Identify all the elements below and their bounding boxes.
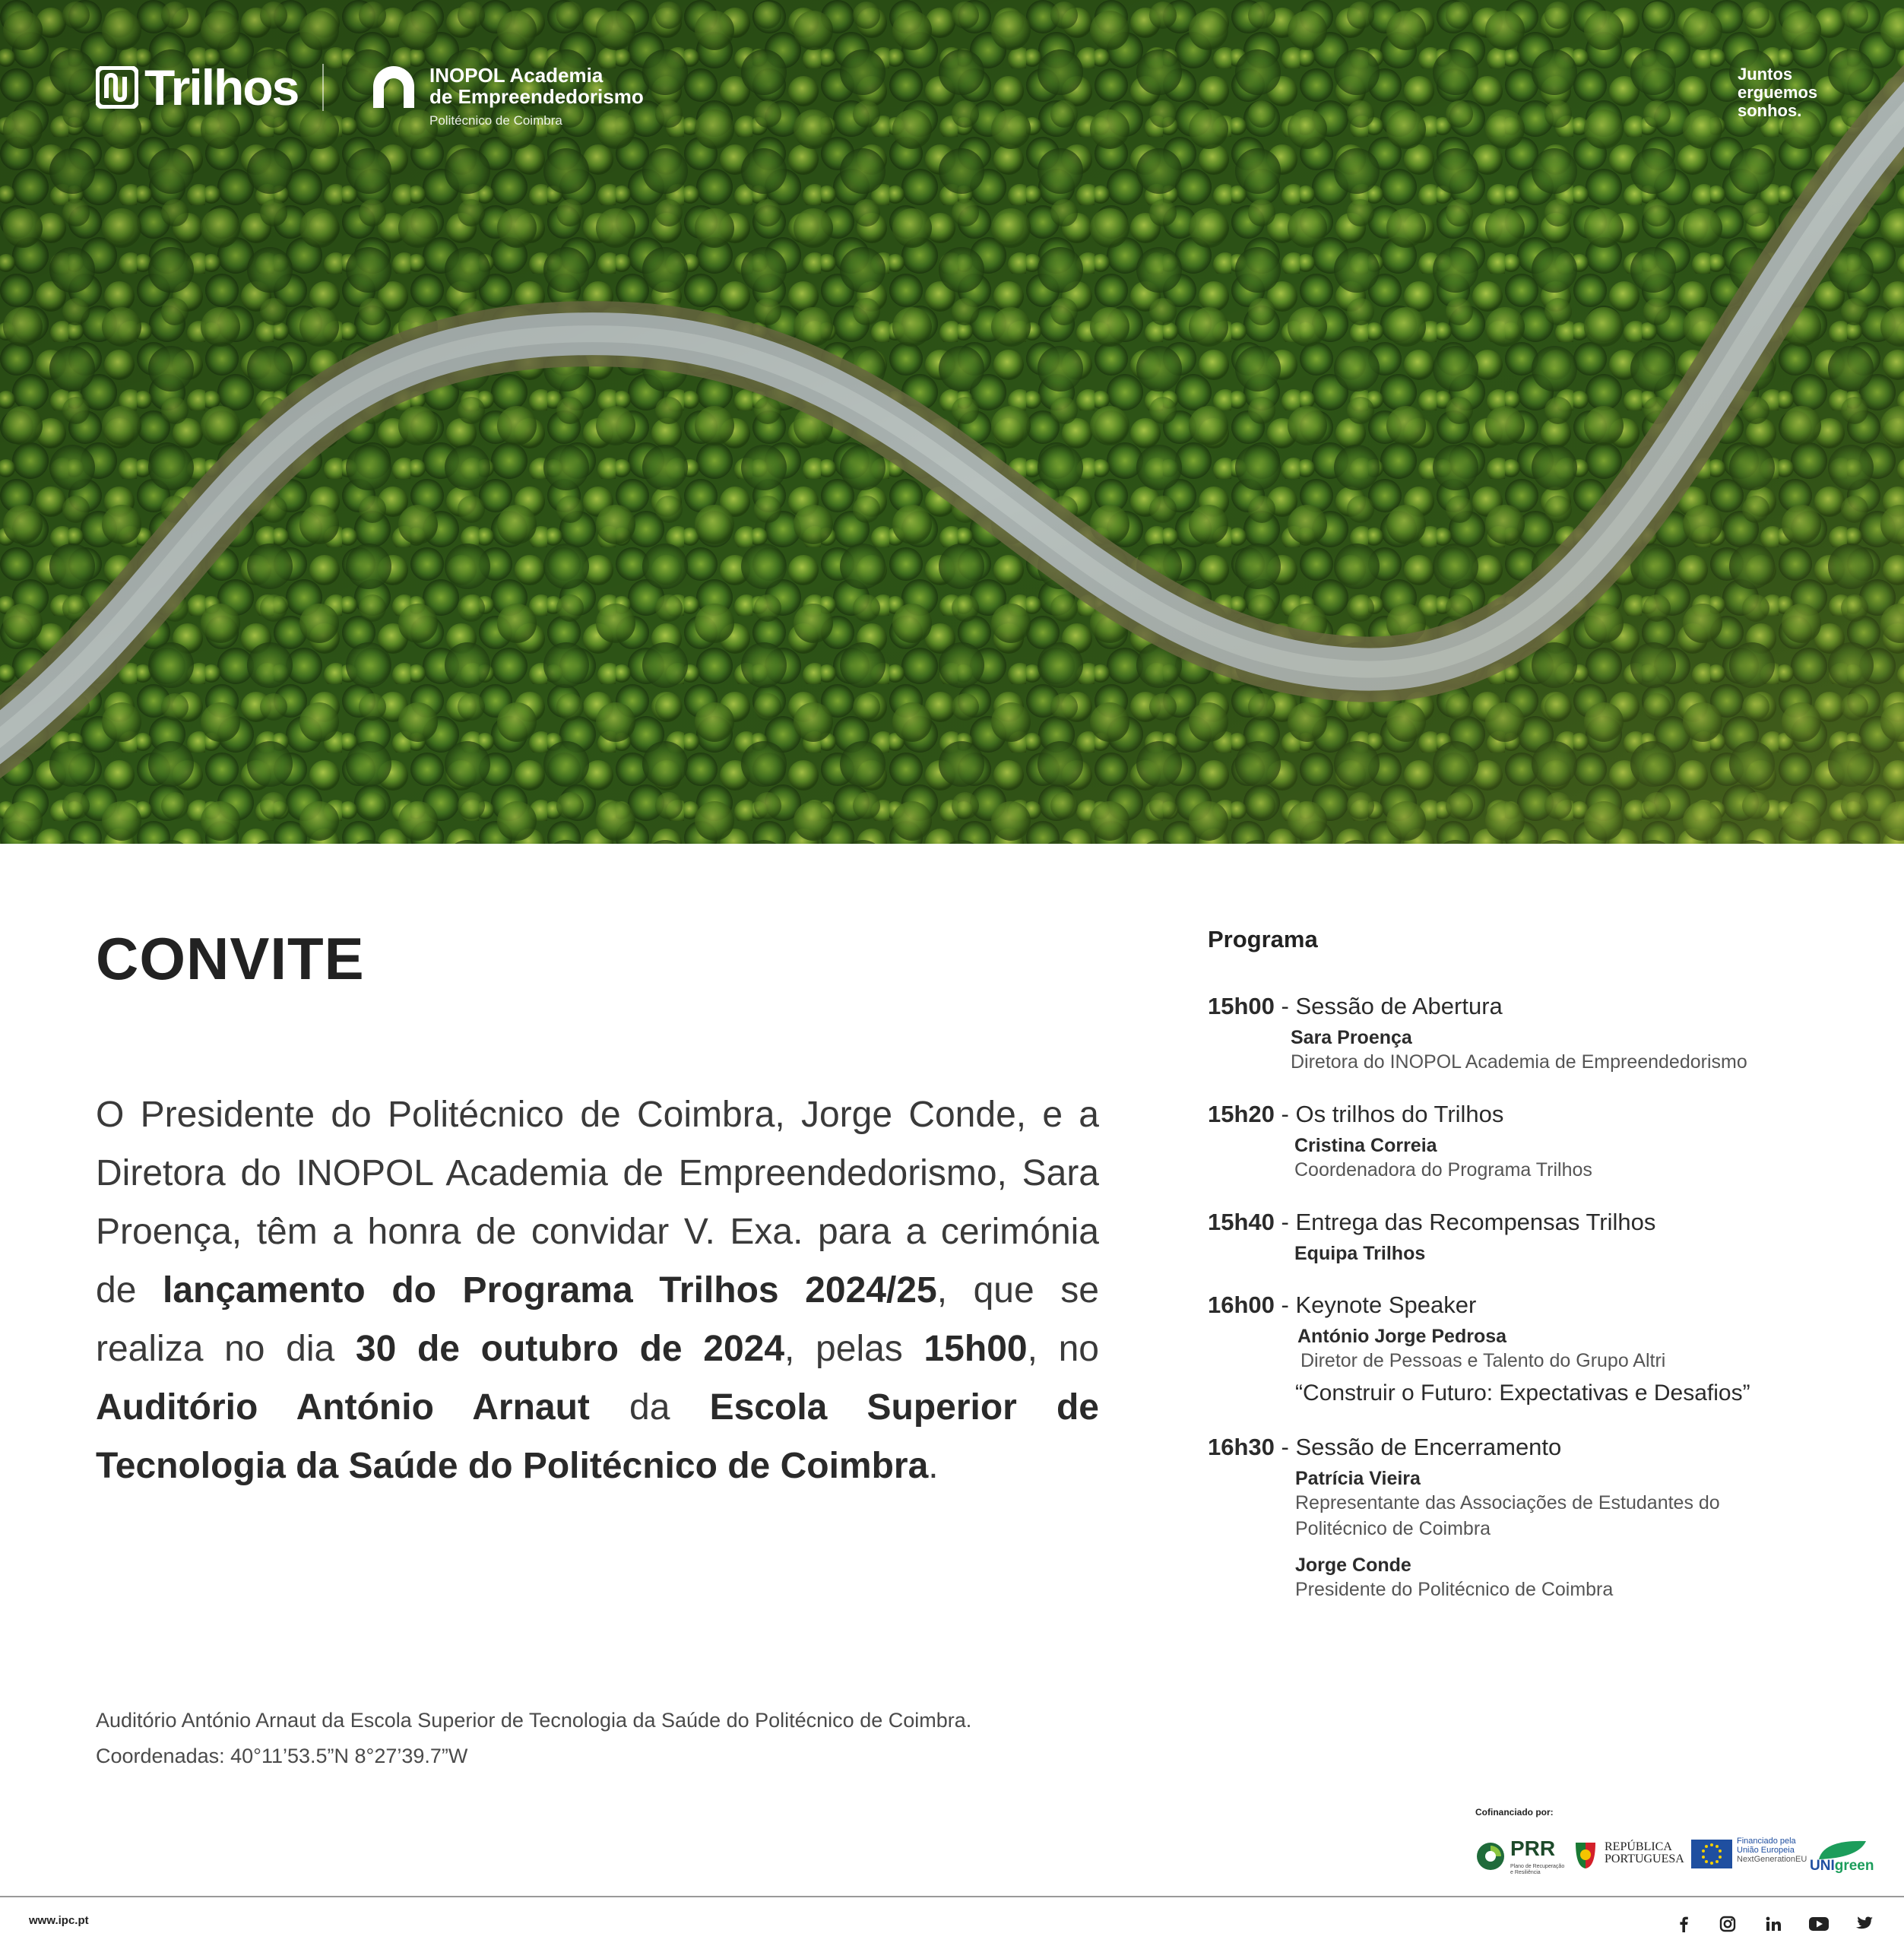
invite-text: , que se realiza no dia [96,1270,1099,1369]
invite-venue: Auditório António Arnaut [96,1387,590,1428]
program-session [1208,1434,1720,1602]
session-header [1208,1101,1592,1128]
invite-school: Escola Superior de Tecnologia da Saúde do Politécnico de Coimbra [96,1387,1100,1486]
invite-time: 15h00 [923,1329,1028,1369]
unigreen-text [1810,1858,1874,1875]
facebook-icon[interactable] [1671,1911,1696,1937]
inopol-name-line2: de Empreendedorismo [429,85,644,108]
forest-road-aerial-image [0,0,1904,844]
invite-paragraph [96,1086,1099,1495]
speaker-name: Patrícia Vieira [1295,1468,1421,1489]
tagline-line: Juntos [1738,65,1793,84]
website-link[interactable]: www.ipc.pt [29,1914,89,1927]
speaker-name: António Jorge Pedrosa [1297,1326,1507,1347]
keynote-quote: “Construir o Futuro: Expectativas e Desafios” [1295,1380,1750,1406]
speaker-role: Presidente do Politécnico de Coimbra [1295,1579,1614,1600]
instagram-icon[interactable] [1715,1911,1741,1937]
footer-divider [0,1896,1904,1897]
program-session [1208,1209,1655,1265]
speaker-name: Jorge Conde [1295,1555,1411,1576]
session-header [1208,1292,1750,1319]
location-coordinates: Coordenadas: 40°11’53.5”N 8°27’39.7”W [96,1745,468,1767]
program-heading: Programa [1208,926,1318,952]
speaker-role: Diretora do INOPOL Academia de Empreendedorismo [1291,1051,1747,1073]
invite-date: 30 de outubro de 2024 [355,1329,785,1369]
tagline-line: sonhos. [1738,101,1802,120]
invite-highlight: lançamento do Programa Trilhos 2024/25 [162,1270,937,1311]
eu-text [1737,1837,1807,1864]
session-title: Os trilhos do Trilhos [1295,1101,1504,1127]
republica-line: PORTUGUESA [1605,1853,1684,1865]
republica-portuguesa-logo [1573,1832,1687,1878]
speaker-name: Sara Proença [1291,1027,1412,1048]
invite-text: , no [1027,1329,1099,1369]
prr-subtitle: Plano de Recuperação [1510,1864,1565,1869]
trilhos-logo-text: Trilhos [144,59,299,116]
eu-line: NextGenerationEU [1737,1855,1807,1864]
session-title: Sessão de Encerramento [1295,1434,1562,1460]
location-info [96,1703,971,1774]
hero-banner [0,0,1904,844]
inopol-name-line1: INOPOL Academia [429,64,604,87]
inopol-arch-icon [370,64,417,109]
session-header [1208,1209,1655,1236]
invite-title: CONVITE [96,925,365,992]
eu-line: União Europeia [1737,1846,1795,1855]
linkedin-icon[interactable] [1760,1911,1786,1937]
tagline [1738,65,1817,120]
eu-flag-icon [1691,1840,1732,1868]
eu-line: Financiado pela [1737,1837,1796,1846]
logo-divider [322,64,324,111]
prr-subtitle: e Resiliência [1510,1870,1541,1875]
inopol-subtitle: Politécnico de Coimbra [429,113,562,128]
location-address: Auditório António Arnaut da Escola Superior de Tecnologia da Saúde do Politécnico de Coimbra. [96,1709,972,1732]
session-title: Entrega das Recompensas Trilhos [1295,1209,1656,1235]
tagline-line: erguemos [1738,83,1818,102]
invite-text: O Presidente do Politécnico de Coimbra, Jorge Conde, e a Diretora do INOPOL Academia de Empreendedorismo, Sara Proença, têm a honra de convidar V. Exa. para a cerimónia de [96,1095,1099,1311]
session-title: Keynote Speaker [1295,1292,1477,1318]
prr-logo [1475,1832,1567,1878]
session-time: 15h20 [1208,1101,1275,1127]
speaker-role: Representante das Associações de Estudantes do [1295,1492,1720,1513]
session-separator: - [1274,1209,1296,1235]
session-title: Sessão de Abertura [1295,993,1503,1019]
trilhos-logo [96,59,299,116]
unigreen-text-b: green [1834,1858,1874,1874]
speaker-name: Equipa Trilhos [1294,1243,1426,1264]
program-session [1208,993,1747,1075]
cofinanced-label: Cofinanciado por: [1475,1807,1554,1818]
trilhos-mark-icon [96,66,138,109]
session-header [1208,993,1747,1020]
unigreen-text-a: UNI [1810,1858,1835,1874]
session-time: 16h30 [1208,1434,1275,1460]
session-separator: - [1274,1101,1296,1127]
republica-text [1605,1841,1684,1865]
prr-leaf-icon [1475,1841,1506,1872]
unigreen-logo [1810,1832,1878,1878]
session-separator: - [1274,993,1296,1019]
twitter-icon[interactable] [1852,1911,1877,1937]
invite-text: , pelas [784,1329,924,1369]
eu-funding-logo [1691,1832,1805,1878]
program-session [1208,1101,1592,1183]
session-time: 16h00 [1208,1292,1275,1318]
youtube-icon[interactable] [1806,1911,1832,1937]
portugal-flag-icon [1573,1840,1598,1870]
invite-text: . [928,1446,939,1486]
session-separator: - [1274,1434,1296,1460]
speaker-role: Coordenadora do Programa Trilhos [1294,1159,1592,1181]
speaker-name: Cristina Correia [1294,1135,1437,1156]
invite-text: da [589,1387,710,1428]
program-session [1208,1292,1750,1407]
session-header [1208,1434,1720,1461]
prr-text: PRR [1510,1837,1556,1860]
republica-line: REPÚBLICA [1605,1840,1672,1853]
session-time: 15h40 [1208,1209,1275,1235]
session-separator: - [1274,1292,1296,1318]
speaker-role: Politécnico de Coimbra [1295,1518,1491,1539]
speaker-role: Diretor de Pessoas e Talento do Grupo Altri [1300,1350,1666,1371]
session-time: 15h00 [1208,993,1275,1019]
